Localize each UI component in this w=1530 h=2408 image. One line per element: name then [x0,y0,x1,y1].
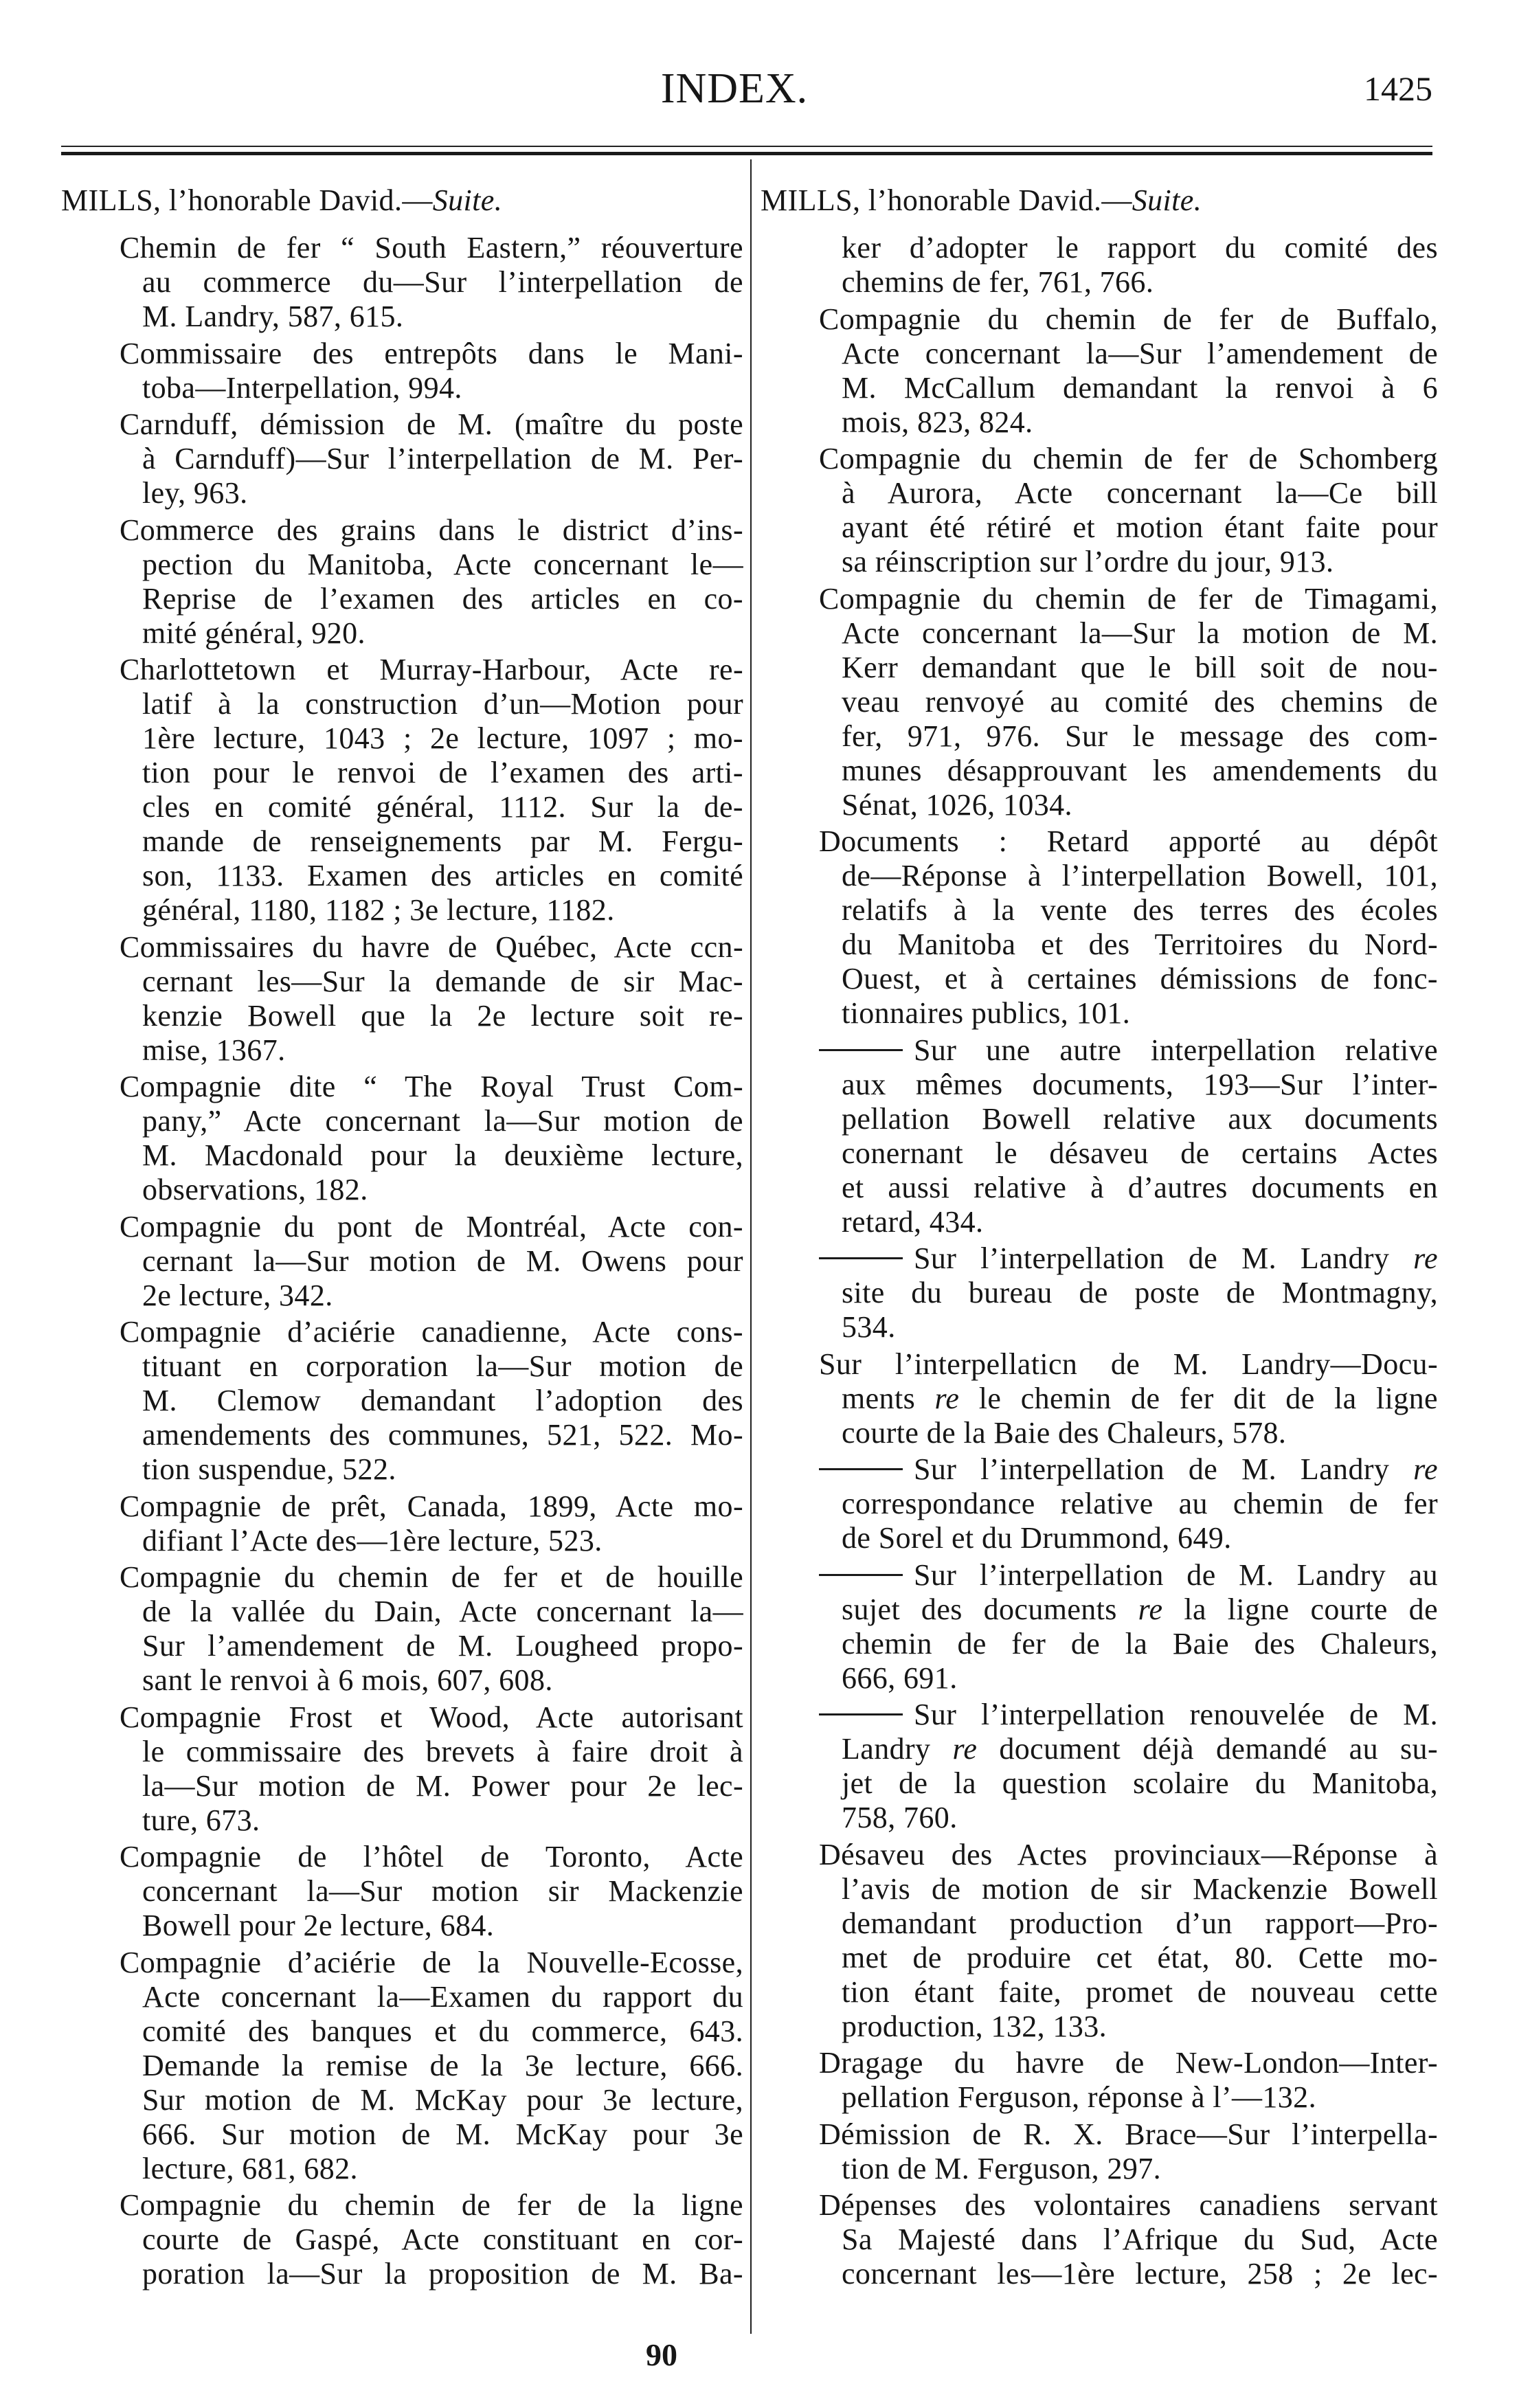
index-line [842,893,1438,927]
index-line [842,1627,1438,1661]
index-line [842,510,1438,545]
page-number: 1425 [1364,69,1432,108]
index-entry [61,407,743,510]
index-line [842,545,1438,579]
line-text: la ligne courte de [1162,1592,1438,1626]
line-text: Sur l’amendement de M. Lougheed propo- [142,1629,743,1663]
line-text: M. McCallum demandant la renvoi à 6 [842,370,1438,405]
index-line [142,1663,743,1698]
line-text: et aussi relative à d’autres documents en [842,1170,1438,1204]
line-text: tion étant faite, promet de nouveau cette [842,1974,1438,2009]
index-line [142,2014,743,2049]
line-text: le chemin de fer dit de la ligne [959,1381,1438,1415]
line-text: à Aurora, Acte concernant la—Ce bill [842,476,1438,510]
line-text: sujet des documents [842,1592,1138,1626]
em-rule [819,1468,903,1470]
line-text: cles en comité général, 1112. Sur la de- [142,790,743,824]
line-text: 534. [842,1310,896,1344]
line-text: correspondance relative au chemin de fer [842,1487,1438,1520]
index-line [120,1946,743,1980]
index-line [142,1384,743,1418]
line-text: M. Macdonald pour la deuxième lecture, [142,1138,743,1172]
index-line [842,265,1438,300]
index-entry [61,513,743,651]
index-line [819,1241,1438,1276]
italic-text: re [1413,1452,1438,1486]
index-line [142,824,743,859]
header-rule-thick [61,152,1432,155]
index-line [819,1452,1438,1487]
index-line [142,893,743,927]
index-line [142,1349,743,1384]
index-line [842,1171,1438,1205]
index-entry [61,1946,743,2186]
line-text: comité des banques et du commerce, 643. [142,2014,743,2048]
index-entry [61,1070,743,1207]
index-entry [61,1210,743,1313]
index-entry [761,442,1438,579]
index-line [142,1418,743,1452]
column-heading [61,183,743,218]
line-text: toba—Interpellation, 994. [142,370,462,405]
line-text: Sur l’interpellation de M. Landry [914,1452,1414,1486]
column-heading [761,183,1438,218]
index-line [842,1068,1438,1102]
line-text: concernant les—1ère lecture, 258 ; 2e lec- [842,2257,1438,2291]
line-text: 758, 760. [842,1801,958,1834]
index-line [120,653,743,687]
line-text: ments [842,1381,935,1415]
line-text: kenzie Bowell que la 2e lecture soit re- [142,998,743,1033]
index-line [842,1872,1438,1906]
index-line [120,2188,743,2223]
line-text: Ouest, et à certaines démissions de fonc- [842,962,1438,995]
index-line [142,1279,743,1313]
index-line [842,927,1438,962]
line-text: Commissaires du havre de Québec, Acte ccn- [120,930,743,964]
index-line [142,1138,743,1173]
line-text: Compagnie du chemin de fer de Schomberg [819,442,1438,475]
index-line [142,2083,743,2117]
line-text: cernant les—Sur la demande de sir Mac- [142,964,743,998]
index-line [842,337,1438,371]
index-line [842,616,1438,651]
index-line [142,1524,743,1558]
line-text: Compagnie de prêt, Canada, 1899, Acte mo- [120,1489,743,1523]
index-line [842,1276,1438,1310]
index-line [142,2117,743,2152]
index-line [842,1661,1438,1696]
line-text: Compagnie du chemin de fer de la ligne [120,2188,743,2222]
line-text: document déjà demandé au su- [977,1732,1439,1766]
index-line [142,721,743,756]
index-line [142,2257,743,2291]
line-text: le commissaire des brevets à faire droit à [142,1734,743,1768]
line-text: difiant l’Acte des—1ère lecture, 523. [142,1523,603,1557]
line-text: Acte concernant la—Sur la motion de M. [842,616,1438,650]
index-line [842,1382,1438,1416]
line-text: Compagnie du chemin de fer de Timagami, [819,581,1438,616]
line-text: production, 132, 133. [842,2009,1107,2043]
line-text: Demande la remise de la 3e lecture, 666. [142,2048,743,2082]
line-text: son, 1133. Examen des articles en comité [142,859,743,892]
index-subentry [761,1033,1438,1239]
index-line [142,2152,743,2186]
index-line [819,582,1438,616]
index-line [120,231,743,265]
line-text: amendements des communes, 521, 522. Mo- [142,1418,743,1452]
index-line [142,2049,743,2083]
index-line [819,1558,1438,1593]
line-text: tion suspendue, 522. [142,1452,396,1486]
index-entry [761,1347,1438,1450]
index-line [842,2080,1438,2115]
column-divider [750,159,752,2334]
index-line [142,687,743,721]
index-line [842,1487,1438,1521]
line-text: MILLS, l’honorable David.— [761,183,1132,217]
line-text: la—Sur motion de M. Power pour 2e lec- [142,1768,743,1803]
header-rule-thin [61,146,1432,147]
index-line [120,337,743,371]
em-rule [819,1049,903,1051]
index-entry [761,582,1438,822]
line-text: latif à la construction d’un—Motion pour [142,687,743,721]
line-text: Dragage du havre de New-London—Inter- [819,2046,1438,2080]
line-text: à Carnduff)—Sur l’interpellation de M. Per- [142,442,743,475]
index-entry [761,2046,1438,2115]
index-line [142,1244,743,1279]
line-text: Compagnie du pont de Montréal, Acte con- [120,1209,743,1244]
italic-text: re [934,1381,960,1415]
index-line [842,651,1438,685]
index-line [842,1906,1438,1941]
line-text: relatifs à la vente des terres des écoles [842,893,1438,927]
index-line [842,2152,1438,2186]
italic-text: re [1138,1592,1163,1626]
line-text: courte de la Baie des Chaleurs, 578. [842,1415,1287,1450]
line-text: Démission de R. X. Brace—Sur l’interpella- [819,2117,1438,2151]
index-subentry [761,1241,1438,1344]
index-subentry [761,1698,1438,1835]
index-line [819,1033,1438,1068]
line-text: pany,” Acte concernant la—Sur motion de [142,1104,743,1138]
index-line [142,965,743,999]
index-line [819,2046,1438,2080]
index-line [142,1173,743,1207]
index-line [142,1629,743,1663]
line-text: Carnduff, démission de M. (maître du poste [120,407,743,441]
line-text: de la vallée du Dain, Acte concernant la— [142,1595,743,1628]
index-line [142,790,743,824]
index-line [142,1980,743,2014]
index-entry [61,1700,743,1838]
running-title: INDEX. [660,65,809,112]
line-text: de—Réponse à l’interpellation Bowell, 101, [842,859,1438,892]
index-line [842,2257,1438,2291]
line-text: Compagnie du chemin de fer de Buffalo, [819,302,1438,336]
index-line [120,513,743,548]
index-line [842,476,1438,510]
index-entry [61,231,743,334]
line-text: M. Clemow demandant l’adoption des [142,1384,743,1417]
index-line [842,1102,1438,1136]
line-text: 666. Sur motion de M. McKay pour 3e [142,2117,743,2151]
line-text: mité général, 920. [142,616,365,650]
index-line [819,1347,1438,1382]
index-line [142,616,743,651]
index-line [142,1909,743,1943]
line-text: Compagnie dite “ The Royal Trust Com- [120,1070,743,1103]
line-text: Sénat, 1026, 1034. [842,787,1072,822]
line-text: ley, 963. [142,476,248,510]
line-text: au commerce du—Sur l’interpellation de [142,265,743,299]
line-text: tion de M. Ferguson, 297. [842,2151,1162,2185]
line-text: mise, 1367. [142,1033,286,1067]
index-line [142,1595,743,1629]
line-text: 666, 691. [842,1661,958,1695]
index-line [842,1416,1438,1450]
index-line [142,371,743,405]
index-line [842,1593,1438,1627]
index-line [842,1732,1438,1766]
line-text: Kerr demandant que le bill soit de nou- [842,650,1438,684]
line-text: concernant la—Sur motion sir Mackenzie [142,1874,743,1908]
italic-text: re [952,1732,978,1766]
index-line [120,407,743,442]
italic-text: Suite. [432,183,503,217]
line-text: Commissaire des entrepôts dans le Mani- [120,336,743,370]
line-text: Compagnie Frost et Wood, Acte autorisant [120,1700,743,1734]
index-line [842,754,1438,788]
line-text: Landry [842,1732,953,1766]
index-line [842,719,1438,754]
italic-text: Suite. [1132,183,1202,217]
line-text: Chemin de fer “ South Eastern,” réouverture [120,231,743,265]
italic-text: re [1413,1241,1438,1275]
line-text: site du bureau de poste de Montmagny, [842,1276,1438,1309]
line-text: chemins de fer, 761, 766. [842,265,1154,299]
line-text: Compagnie du chemin de fer et de houille [120,1560,743,1594]
index-line [819,2117,1438,2152]
index-line [120,1840,743,1874]
index-subentry [761,1558,1438,1696]
index-line [120,1489,743,1524]
index-line [842,231,1438,265]
line-text: Sur l’interpellation de M. Landry [914,1241,1414,1275]
index-line [842,996,1438,1031]
line-text: général, 1180, 1182 ; 3e lecture, 1182. [142,893,615,927]
line-text: ker d’adopter le rapport du comité des [842,231,1438,265]
index-line [142,1803,743,1838]
index-line [120,1560,743,1595]
line-text: MILLS, l’honorable David.— [61,183,433,217]
index-line [142,1874,743,1909]
line-text: Sur l’interpellation de M. Landry au [914,1557,1438,1592]
em-rule [819,1257,903,1259]
index-column-right [761,183,1438,2291]
line-text: de Sorel et du Drummond, 649. [842,1521,1232,1555]
index-line [819,1838,1438,1872]
index-line [142,999,743,1033]
index-line [142,442,743,476]
line-text: observations, 182. [142,1173,368,1206]
line-text: Sur motion de M. McKay pour 3e lecture, [142,2082,743,2117]
index-line [120,930,743,965]
index-entry [761,824,1438,1031]
line-text: ture, 673. [142,1803,260,1837]
line-text: sa réinscription sur l’ordre du jour, 913. [842,545,1334,578]
line-text: jet de la question scolaire du Manitoba, [842,1766,1438,1800]
index-entry [61,1560,743,1698]
line-text: munes désapprouvant les amendements du [842,753,1438,787]
index-line [842,1801,1438,1835]
index-entry [61,2188,743,2291]
index-line [142,265,743,300]
index-entry [61,653,743,927]
index-entry-continued [761,231,1438,300]
line-text: cernant la—Sur motion de M. Owens pour [142,1244,743,1278]
index-line [142,1769,743,1803]
line-text: Dépenses des volontaires canadiens servant [819,2188,1438,2222]
index-entry [61,1489,743,1558]
line-text: tion pour le renvoi de l’examen des arti- [142,756,743,789]
em-rule [819,1574,903,1576]
signature-mark: 90 [646,2337,677,2372]
index-line [120,1700,743,1735]
index-entry [761,2117,1438,2186]
index-entry [61,930,743,1068]
line-text: Désaveu des Actes provinciaux—Réponse à [819,1837,1438,1871]
index-line [142,2223,743,2257]
index-line [819,824,1438,859]
index-line [842,685,1438,719]
line-text: tituant en corporation la—Sur motion de [142,1349,743,1383]
index-line [142,859,743,893]
line-text: fer, 971, 976. Sur le message des com- [842,719,1438,753]
line-text: mande de renseignements par M. Fergu- [142,824,743,858]
line-text: chemin de fer de la Baie des Chaleurs, [842,1626,1438,1661]
index-line [142,1104,743,1138]
line-text: Acte concernant la—Examen du rapport du [142,1979,743,2014]
line-text: Bowell pour 2e lecture, 684. [142,1909,495,1942]
index-line [819,302,1438,337]
line-text: aux mêmes documents, 193—Sur l’inter- [842,1067,1438,1101]
index-line [842,2010,1438,2044]
index-line [120,1315,743,1349]
index-line [842,788,1438,822]
line-text: pellation Bowell relative aux documents [842,1101,1438,1136]
index-entry [61,1840,743,1943]
line-text: ayant été rétiré et motion étant faite pour [842,510,1438,544]
index-line [842,1941,1438,1975]
index-line [842,1205,1438,1239]
index-line [142,300,743,334]
index-entry [761,302,1438,440]
line-text: Sur l’interpellaticn de M. Landry—Docu- [819,1347,1438,1381]
index-line [819,2188,1438,2223]
index-line [142,756,743,790]
line-text: courte de Gaspé, Acte constituant en cor- [142,2223,743,2256]
index-line [842,1766,1438,1801]
line-text: poration la—Sur la proposition de M. Ba- [142,2257,743,2291]
index-line [842,2223,1438,2257]
index-entry [61,1315,743,1487]
line-text: met de produire cet état, 80. Cette mo- [842,1940,1438,1974]
index-line [842,1975,1438,2010]
index-line [142,1033,743,1068]
line-text: Sur l’interpellation renouvelée de M. [914,1698,1438,1731]
line-text: M. Landry, 587, 615. [142,300,404,333]
line-text: demandant production d’un rapport—Pro- [842,1906,1438,1940]
line-text: 2e lecture, 342. [142,1278,333,1312]
index-line [842,371,1438,405]
line-text: pection du Manitoba, Acte concernant le— [142,547,743,581]
line-text: Compagnie d’aciérie canadienne, Acte cons- [120,1315,743,1349]
index-line [842,405,1438,440]
line-text: 1ère lecture, 1043 ; 2e lecture, 1097 ; mo- [142,721,743,755]
index-line [142,1735,743,1769]
line-text: pellation Ferguson, réponse à l’—132. [842,2080,1316,2114]
index-line [142,548,743,582]
index-line [142,582,743,616]
line-text: Commerce des grains dans le district d’ins- [120,513,743,547]
index-entry [761,1838,1438,2044]
index-line [842,1136,1438,1171]
index-line [819,1698,1438,1732]
line-text: Compagnie de l’hôtel de Toronto, Acte [120,1840,743,1873]
line-text: Reprise de l’examen des articles en co- [142,581,743,616]
index-entry [61,337,743,405]
index-line [120,1070,743,1104]
index-line [842,962,1438,996]
index-entry [761,2188,1438,2291]
line-text: Compagnie d’aciérie de la Nouvelle-Ecosse, [120,1945,743,1979]
line-text: Charlottetown et Murray-Harbour, Acte re- [120,653,743,686]
line-text: lecture, 681, 682. [142,2151,358,2185]
line-text: sant le renvoi à 6 mois, 607, 608. [142,1663,553,1697]
line-text: du Manitoba et des Territoires du Nord- [842,927,1438,961]
line-text: Documents : Retard apporté au dépôt [819,824,1438,858]
line-text: veau renvoyé au comité des chemins de [842,684,1438,719]
line-text: mois, 823, 824. [842,405,1033,439]
index-line [142,476,743,510]
index-subentry [761,1452,1438,1555]
index-line [842,1521,1438,1555]
line-text: retard, 434. [842,1204,984,1239]
line-text: Sur une autre interpellation relative [914,1033,1438,1067]
index-line [142,1452,743,1487]
line-text: tionnaires publics, 101. [842,996,1131,1030]
line-text: Sa Majesté dans l’Afrique du Sud, Acte [842,2223,1438,2256]
index-line [842,859,1438,893]
line-text: conernant le désaveu de certains Actes [842,1136,1438,1170]
line-text: l’avis de motion de sir Mackenzie Bowell [842,1871,1438,1906]
index-column-left [61,183,743,2291]
line-text: Acte concernant la—Sur l’amendement de [842,336,1438,370]
index-line [120,1210,743,1244]
em-rule [819,1713,903,1715]
index-line [819,442,1438,476]
index-line [842,1310,1438,1344]
